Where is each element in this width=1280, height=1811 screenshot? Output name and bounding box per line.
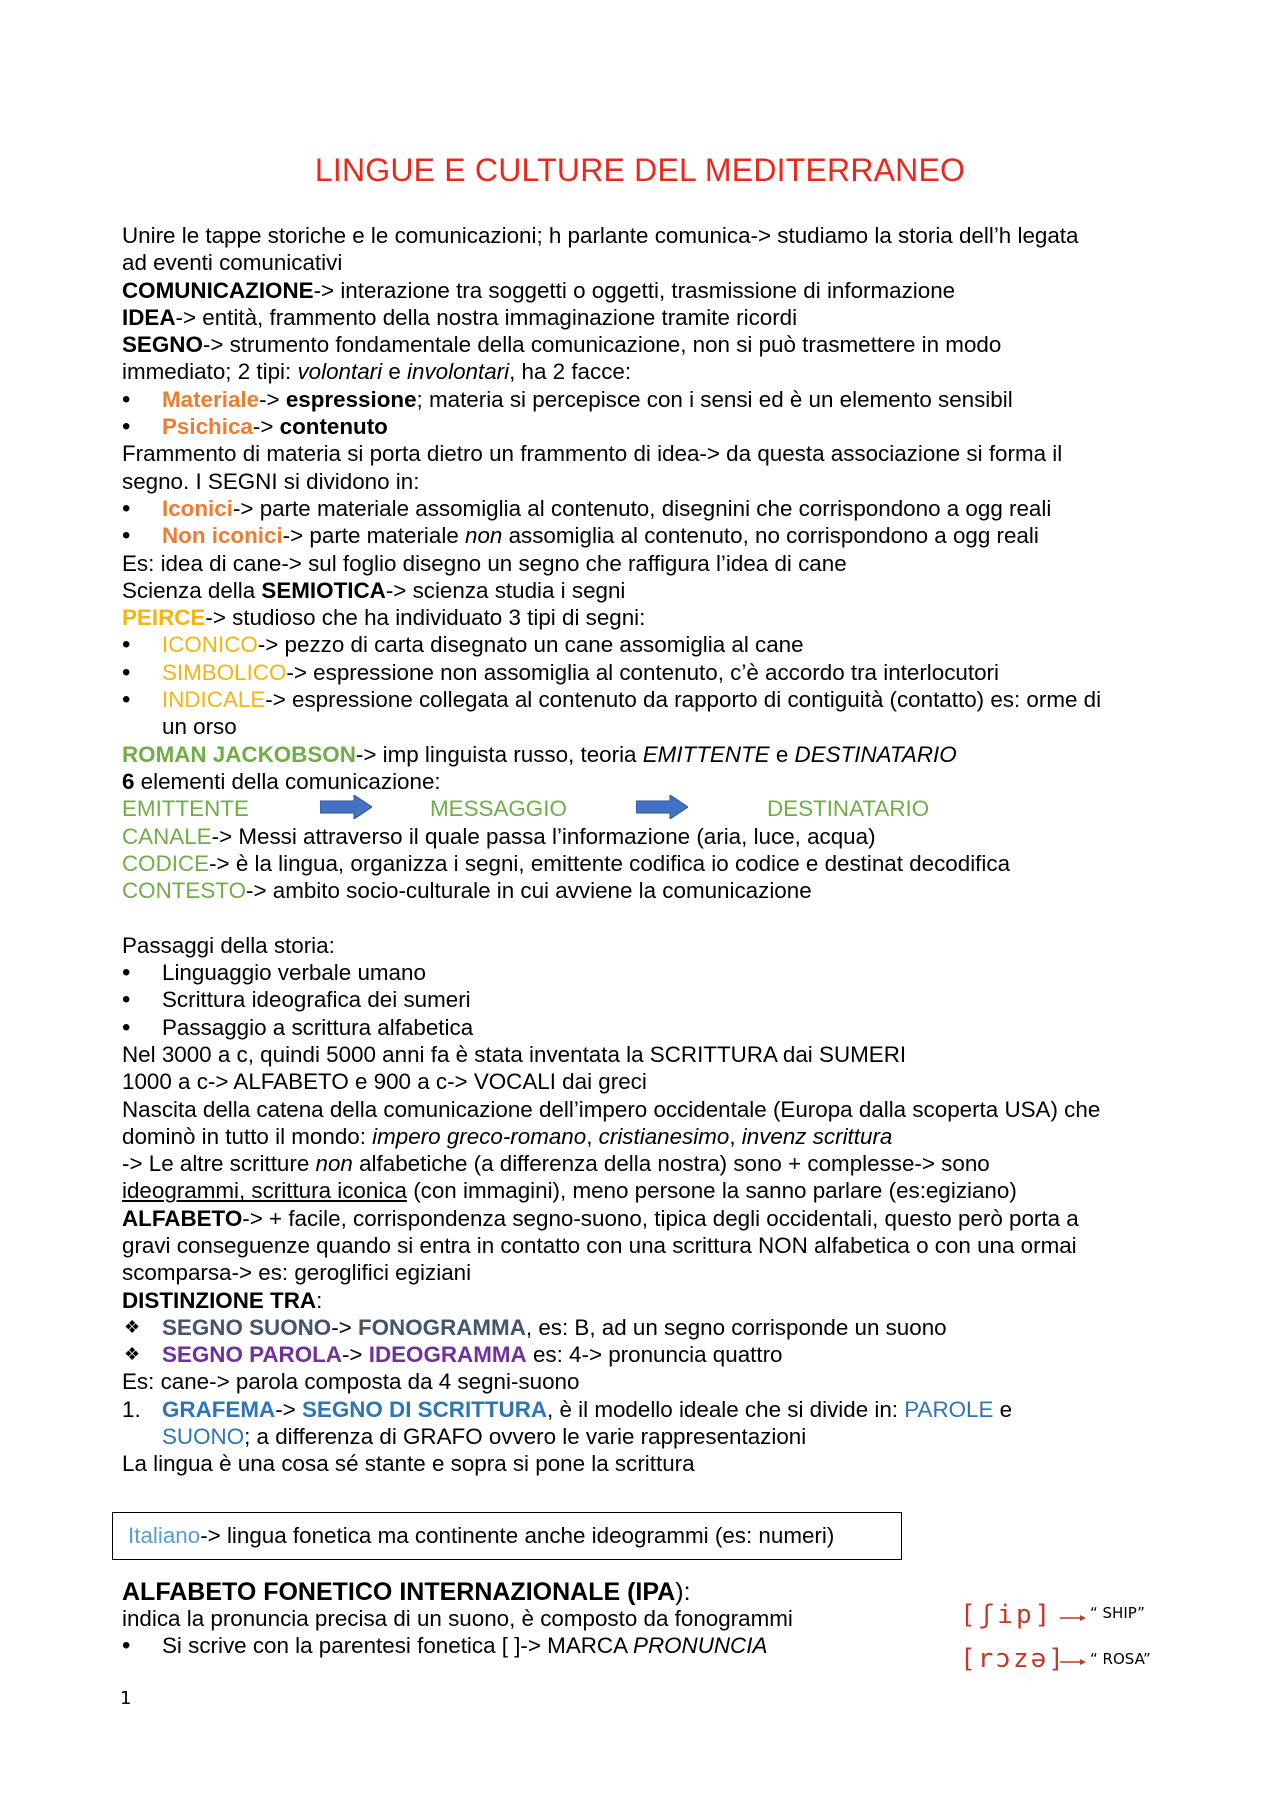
definition-codice: CODICE-> è la lingua, organizza i segni, emittente codifica io codice e destinat decodifica	[122, 850, 1011, 876]
list-item: • SIMBOLICO-> espressione non assomiglia al contenuto, c’è accordo tra interlocutori	[122, 659, 1182, 686]
right-arrow-icon	[320, 795, 372, 819]
word-rosa: “ ROSA”	[1090, 1650, 1151, 1668]
notes-body	[122, 222, 1182, 1478]
numbered-item: 1. GRAFEMA-> SEGNO DI SCRITTURA, è il modello ideale che si divide in: PAROLE e	[122, 1396, 1182, 1423]
section-heading: DISTINZIONE TRA:	[122, 1287, 323, 1313]
text-line: Es: idea di cane-> sul foglio disegno un segno che raffigura l’idea di cane	[122, 550, 847, 576]
text-line: 1000 a c-> ALFABETO e 900 a c-> VOCALI dai greci	[122, 1069, 647, 1095]
definition-idea: IDEA-> entità, frammento della nostra immaginazione tramite ricordi	[122, 304, 798, 330]
text-line: dominò in tutto il mondo: impero greco-romano, cristianesimo, invenz scrittura	[122, 1123, 893, 1149]
text-line: immediato; 2 tipi: volontari e involontari, ha 2 facce:	[122, 359, 632, 385]
list-item: ❖ SEGNO SUONO-> FONOGRAMMA, es: B, ad un segno corrisponde un suono	[122, 1314, 1182, 1341]
text-line: Scienza della SEMIOTICA-> scienza studia i segni	[122, 577, 626, 603]
text-line: Nel 3000 a c, quindi 5000 anni fa è stata inventata la SCRITTURA dai SUMERI	[122, 1041, 907, 1067]
list-item: • Linguaggio verbale umano	[122, 959, 1182, 986]
text-line: 6 elementi della comunicazione:	[122, 768, 441, 794]
list-item: • Scrittura ideografica dei sumeri	[122, 986, 1182, 1013]
text-line: gravi conseguenze quando si entra in contatto con una scrittura NON alfabetica o con una ormai	[122, 1232, 1077, 1258]
definition-comunicazione: COMUNICAZIONE-> interazione tra soggetti o oggetti, trasmissione di informazione	[122, 277, 956, 303]
text-line: Nascita della catena della comunicazione dell’impero occidentale (Europa dalla scoperta USA) che	[122, 1096, 1101, 1122]
text-line: segno. I SEGNI si dividono in:	[122, 468, 420, 494]
text-line: Passaggi della storia:	[122, 932, 335, 958]
definition-contesto: CONTESTO-> ambito socio-culturale in cui avviene la comunicazione	[122, 878, 812, 904]
right-arrow-icon	[636, 795, 688, 819]
text-line: scomparsa-> es: geroglifici egiziani	[122, 1260, 472, 1286]
italiano-note-box: Italiano-> lingua fonetica ma continente anche ideogrammi (es: numeri)	[112, 1512, 902, 1560]
text-line: indica la pronuncia precisa di un suono, è composto da fonogrammi	[122, 1606, 793, 1631]
list-item: • Passaggio a scrittura alfabetica	[122, 1014, 1182, 1041]
ipa-body	[122, 1605, 922, 1660]
list-item: • Materiale-> espressione; materia si percepisce con i sensi ed è un elemento sensibil	[122, 386, 1182, 413]
flow-destinatario: DESTINATARIO	[767, 796, 930, 822]
text-line: ad eventi comunicativi	[122, 250, 343, 276]
flow-messaggio: MESSAGGIO	[430, 796, 567, 822]
definition-peirce: PEIRCE-> studioso che ha individuato 3 tipi di segni:	[122, 605, 646, 631]
text-line: -> Le altre scritture non alfabetiche (a differenza della nostra) sono + complesse-> sono	[122, 1151, 990, 1177]
word-ship: “ SHIP”	[1090, 1604, 1145, 1622]
text-line: Es: cane-> parola composta da 4 segni-suono	[122, 1369, 580, 1395]
text-line: La lingua è una cosa sé stante e sopra si pone la scrittura	[122, 1451, 695, 1477]
ipa-rosa: [rɔzə]	[960, 1644, 1066, 1674]
list-item: ❖ SEGNO PAROLA-> IDEOGRAMMA es: 4-> pronuncia quattro	[122, 1341, 1182, 1368]
flow-emittente: EMITTENTE	[122, 796, 249, 822]
numbered-item-continuation: SUONO; a differenza di GRAFO ovvero le varie rappresentazioni	[162, 1424, 807, 1450]
list-item: • Non iconici-> parte materiale non assomiglia al contenuto, no corrispondono a ogg reali	[122, 522, 1182, 549]
list-item: • Si scrive con la parentesi fonetica [ ]-> MARCA PRONUNCIA	[122, 1632, 922, 1659]
definition-jackobson: ROMAN JACKOBSON-> imp linguista russo, teoria EMITTENTE e DESTINATARIO	[122, 741, 957, 767]
list-item-continuation: un orso	[162, 714, 237, 740]
text-line: Unire le tappe storiche e le comunicazioni; h parlante comunica-> studiamo la storia dell’h legata	[122, 223, 1079, 248]
communication-flow	[122, 795, 1182, 822]
list-item: • INDICALE-> espressione collegata al contenuto da rapporto di contiguità (contatto) es: orme di	[122, 686, 1182, 713]
list-item: • Psichica-> contenuto	[122, 413, 1182, 440]
text-line: Frammento di materia si porta dietro un frammento di idea-> da questa associazione si forma il	[122, 441, 1063, 467]
definition-segno: SEGNO-> strumento fondamentale della comunicazione, non si può trasmettere in modo	[122, 332, 1002, 358]
page-number: 1	[120, 1688, 132, 1709]
definition-alfabeto: ALFABETO-> + facile, corrispondenza segno-suono, tipica degli occidentali, questo però porta a	[122, 1205, 1079, 1231]
definition-canale: CANALE-> Messi attraverso il quale passa l’informazione (aria, luce, acqua)	[122, 823, 876, 849]
page-title: LINGUE E CULTURE DEL MEDITERRANEO	[314, 152, 966, 188]
list-item: • ICONICO-> pezzo di carta disegnato un cane assomiglia al cane	[122, 631, 1182, 658]
list-item: • Iconici-> parte materiale assomiglia al contenuto, disegnini che corrispondono a ogg reali	[122, 495, 1182, 522]
ipa-ship: [ʃip]	[960, 1600, 1054, 1630]
blank-line	[122, 904, 1182, 931]
ipa-heading: ALFABETO FONETICO INTERNAZIONALE (IPA):	[122, 1578, 691, 1606]
text-line: ideogrammi, scrittura iconica (con immagini), meno persone la sanno parlare (es:egiziano)	[122, 1178, 1017, 1204]
